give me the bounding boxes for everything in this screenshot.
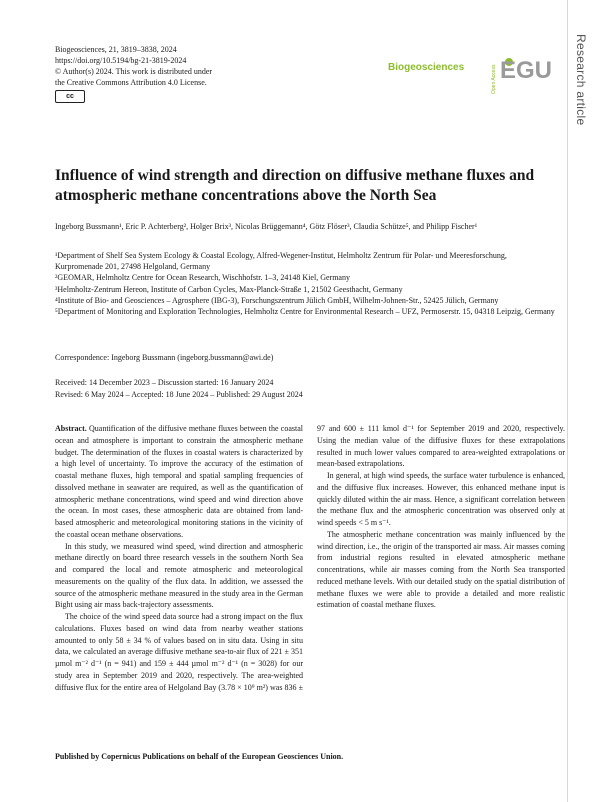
- article-title: Influence of wind strength and direction on diffusive methane fluxes and atmospheric methane concentrations above the North Sea: [55, 167, 535, 204]
- abstract-text: Quantification of the diffusive methane fluxes between the coastal ocean and atmosphere is important to constrain the atmospheric methane budget. The determination of the fluxes in coastal waters is characterized by a high level of uncertainty. To improve the accuracy of the estimation of coastal methane fluxes, high temporal and spatial sampling frequencies of dissolved methane in seawater are required, as well as the quantification of atmospheric methane concentrations, wind speed and wind direction above the ocean. In most cases, these atmospheric data are obtained from land-based atmospheric and meteorological monitoring stations in the vicinity of the coastal ocean methane observations.: [55, 424, 304, 539]
- citation-line: Biogeosciences, 21, 3819–3838, 2024: [55, 45, 177, 54]
- citation-header: [55, 44, 305, 103]
- abstract-paragraph: [55, 423, 303, 541]
- abstract-paragraph: In this study, we measured wind speed, wind direction and atmospheric methane directly on board three research vessels in the southern North Sea and compared the local and remote atmospheric and meteorological measurements on the quality of the flux data. In addition, we assessed the source of the atmospheric methane measured in the study area in the German Bight using air mass back-trajectory assessments.: [55, 541, 303, 610]
- license-line: the Creative Commons Attribution 4.0 License.: [55, 78, 207, 87]
- revised-dates: Revised: 6 May 2024 – Accepted: 18 June 2024 – Published: 29 August 2024: [55, 389, 303, 399]
- affiliation-4: ⁴Institute of Bio- and Geosciences – Agrosphere (IBG-3), Forschungszentrum Jülich GmbH, Wilhelm-Johnen-Str., 52425 Jülich, Germany: [55, 295, 499, 305]
- article-type-label: Research article: [574, 34, 588, 126]
- affiliation-1: ¹Department of Shelf Sea System Ecology & Coastal Ecology, Alfred-Wegener-Institut, Helmholtz Zentrum für Polar- und Meeresforschung, Kurpromenade 201, 27498 Helgoland, Germany: [55, 251, 507, 272]
- affiliation-3: ³Helmholtz-Zentrum Hereon, Institute of Carbon Cycles, Max-Planck-Straße 1, 21502 Geesthacht, Germany: [55, 284, 403, 294]
- received-dates: Received: 14 December 2023 – Discussion started: 16 January 2024: [55, 378, 274, 387]
- author-list: Ingeborg Bussmann¹, Eric P. Achterberg², Holger Brix³, Nicolas Brüggemann⁴, Götz Flöser³, Claudia Schütze⁵, and Philipp Fischer¹: [55, 222, 478, 231]
- egu-logo: [489, 42, 559, 97]
- journal-logo: Biogeosciences: [388, 62, 465, 73]
- copyright-line: © Author(s) 2024. This work is distributed under: [55, 67, 213, 76]
- abstract-paragraph: In general, at high wind speeds, the surface water turbulence is enhanced, and the diffusive flux increases. However, this enhanced methane input is quickly diluted within the air mass. Hence, a significant correlation between the methane flux and the atmospheric concentration was observed only at wind speeds < 5 m s⁻¹.: [317, 471, 565, 527]
- correspondence: Correspondence: Ingeborg Bussmann (ingeborg.bussmann@awi.de): [55, 353, 274, 362]
- abstract-label: Abstract.: [55, 424, 87, 433]
- affiliations: [55, 250, 555, 317]
- egu-letters: EGU: [500, 57, 553, 84]
- doi-link[interactable]: https://doi.org/10.5194/bg-21-3819-2024: [55, 56, 187, 65]
- abstract-paragraph: The choice of the wind speed data source had a strong impact on the flux calculations. Fluxes based on wind data from nearby weather stations amounted to only 58 ± 34 % of values based on in situ data. Using in situ data, we calculated an average diffusive methane sea-to-air flux of 221 ± 351 µmol m⁻² d⁻¹ (n = 941) and 159 ± 444 µmol m⁻² d⁻¹ (n = 3028) for our study area in September 2019 and 2020, respectively. The area-weighted diffusive flux for the entire area of Helgoland Bay (3.78 × 10⁹ m²) was 836 ± 97 and 600 ± 111 kmol d⁻¹ for September 2019 and 2020, respectively. Using the median value of the diffusive fluxes for these extrapolations resulted in much lower values compared to area-weighted extrapolations or mean-based extrapolations.: [55, 424, 565, 692]
- affiliation-5: ⁵Department of Monitoring and Exploration Technologies, Helmholtz Centre for Environmental Research – UFZ, Permoserstr. 15, 04318 Leipzig, Germany: [55, 307, 555, 317]
- publication-dates: [55, 377, 555, 400]
- affiliation-2: ²GEOMAR, Helmholtz Centre for Ocean Research, Wischhofstr. 1–3, 24148 Kiel, Germany: [55, 273, 350, 283]
- abstract: [55, 423, 565, 703]
- abstract-paragraph: The atmospheric methane concentration was mainly influenced by the wind direction, i.e., the origin of the transported air mass. Air masses coming from industrial regions resulted in elevated atmospheric methane concentrations, while air masses coming from the North Sea transported reduced methane levels. With our detailed study on the spatial distribution of methane fluxes we were able to provide a detailed and more realistic estimation of coastal methane fluxes.: [317, 529, 565, 610]
- cc-license-icon: cc: [55, 90, 85, 103]
- open-access-text: Open Access: [491, 64, 497, 94]
- publisher-footer: Published by Copernicus Publications on behalf of the European Geosciences Union.: [55, 752, 344, 761]
